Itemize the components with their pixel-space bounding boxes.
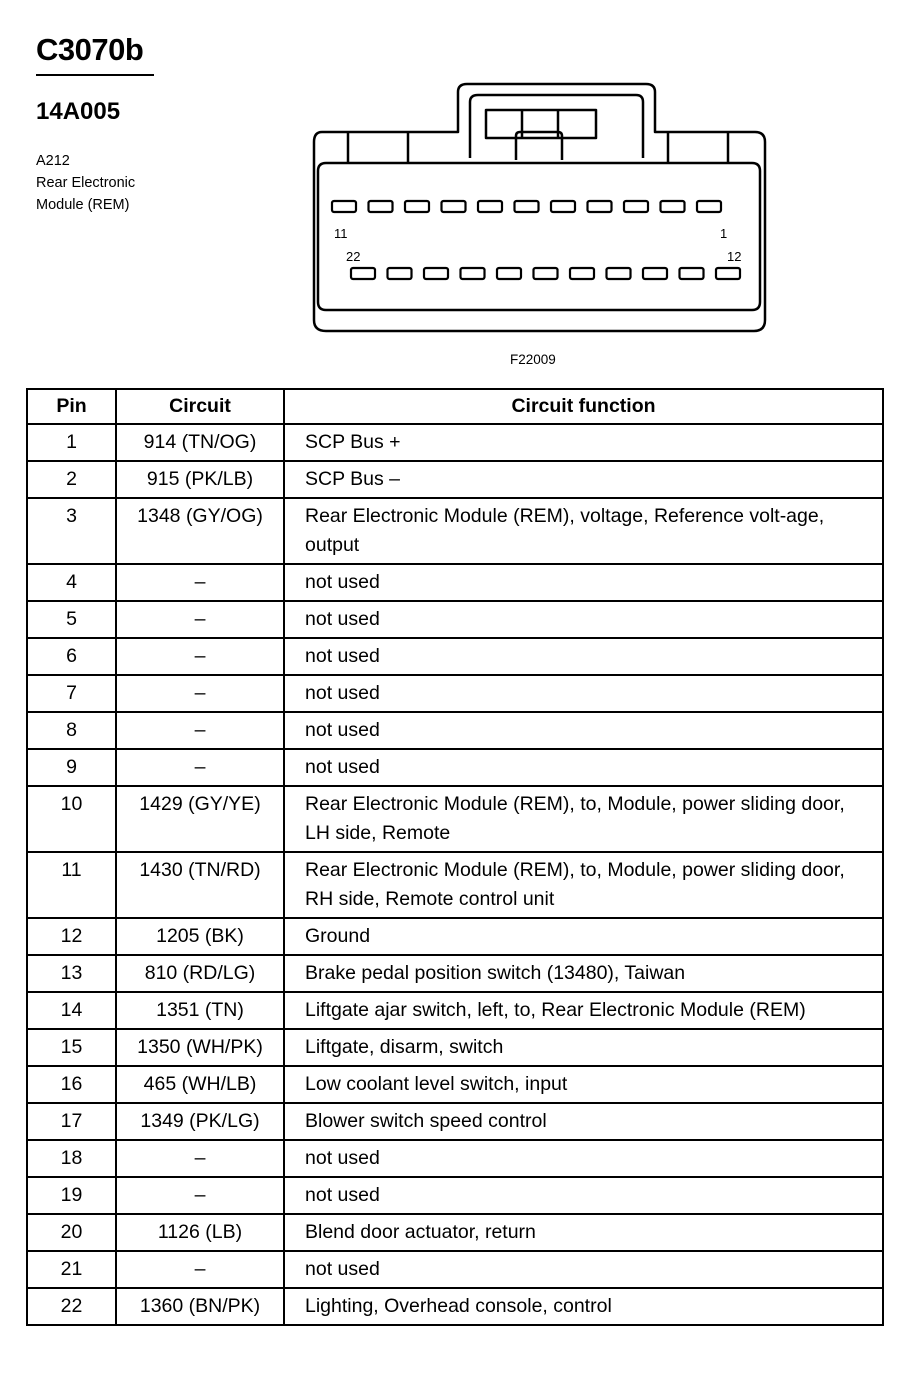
function-cell: Ground <box>284 918 883 955</box>
table-row <box>27 1177 883 1214</box>
table-row <box>27 424 883 461</box>
function-cell: Lighting, Overhead console, control <box>284 1288 883 1325</box>
pin-cell: 12 <box>27 918 116 955</box>
header-circuit: Circuit <box>116 389 284 424</box>
function-cell: Rear Electronic Module (REM), voltage, Reference volt-age, output <box>284 498 883 564</box>
table-row <box>27 1029 883 1066</box>
function-cell: Rear Electronic Module (REM), to, Module, power sliding door, LH side, Remote <box>284 786 883 852</box>
pin-cavity <box>332 201 356 212</box>
circuit-cell: – <box>116 712 284 749</box>
table-row <box>27 564 883 601</box>
table-row <box>27 992 883 1029</box>
pin-cavity <box>461 268 485 279</box>
pin-cavity <box>442 201 466 212</box>
table-row <box>27 638 883 675</box>
circuit-cell: 1349 (PK/LG) <box>116 1103 284 1140</box>
function-cell: not used <box>284 638 883 675</box>
connector-title: C3070b <box>36 32 144 67</box>
table-row <box>27 749 883 786</box>
pin-cell: 15 <box>27 1029 116 1066</box>
table-row <box>27 498 883 564</box>
circuit-cell: 465 (WH/LB) <box>116 1066 284 1103</box>
pin-cell: 5 <box>27 601 116 638</box>
description-line: Rear Electronic <box>36 175 136 191</box>
circuit-cell: – <box>116 601 284 638</box>
part-number: 14A005 <box>36 98 121 125</box>
function-cell: not used <box>284 1177 883 1214</box>
header-circuit-function: Circuit function <box>284 389 883 424</box>
function-cell: Liftgate ajar switch, left, to, Rear Electronic Module (REM) <box>284 992 883 1029</box>
pin-cell: 10 <box>27 786 116 852</box>
function-cell: not used <box>284 564 883 601</box>
circuit-cell: – <box>116 1140 284 1177</box>
function-cell: Rear Electronic Module (REM), to, Module, power sliding door, RH side, Remote control unit <box>284 852 883 918</box>
circuit-cell: – <box>116 1177 284 1214</box>
pin-cavity <box>624 201 648 212</box>
function-cell: Blower switch speed control <box>284 1103 883 1140</box>
pin-cavity <box>388 268 412 279</box>
table-row <box>27 955 883 992</box>
pin-cell: 9 <box>27 749 116 786</box>
table-row <box>27 675 883 712</box>
pin-cavity <box>405 201 429 212</box>
circuit-cell: – <box>116 675 284 712</box>
circuit-cell: 1351 (TN) <box>116 992 284 1029</box>
connector-face-diagram <box>300 80 780 345</box>
pin-label-12: 12 <box>727 249 742 264</box>
figure-id: F22009 <box>510 352 556 367</box>
circuit-cell: – <box>116 638 284 675</box>
pin-cell: 17 <box>27 1103 116 1140</box>
pin-cavity <box>351 268 375 279</box>
header-pin: Pin <box>27 389 116 424</box>
table-row <box>27 1251 883 1288</box>
component-description <box>36 150 135 216</box>
table-row <box>27 852 883 918</box>
circuit-cell: 810 (RD/LG) <box>116 955 284 992</box>
pin-cell: 3 <box>27 498 116 564</box>
circuit-cell: 1429 (GY/YE) <box>116 786 284 852</box>
pin-cell: 4 <box>27 564 116 601</box>
bottom-pin-row <box>351 268 740 279</box>
function-cell: not used <box>284 601 883 638</box>
pin-cell: 20 <box>27 1214 116 1251</box>
function-cell: not used <box>284 1140 883 1177</box>
pin-cavity <box>716 268 740 279</box>
pin-cell: 11 <box>27 852 116 918</box>
circuit-cell: 1205 (BK) <box>116 918 284 955</box>
circuit-cell: 915 (PK/LB) <box>116 461 284 498</box>
table-row <box>27 601 883 638</box>
pin-cell: 13 <box>27 955 116 992</box>
pin-cavity <box>424 268 448 279</box>
pin-cell: 6 <box>27 638 116 675</box>
description-line: Module (REM) <box>36 197 130 213</box>
pin-cell: 16 <box>27 1066 116 1103</box>
table-row <box>27 786 883 852</box>
circuit-cell: – <box>116 749 284 786</box>
circuit-cell: 1348 (GY/OG) <box>116 498 284 564</box>
table-row <box>27 712 883 749</box>
function-cell: Liftgate, disarm, switch <box>284 1029 883 1066</box>
function-cell: Brake pedal position switch (13480), Taiwan <box>284 955 883 992</box>
pin-cell: 22 <box>27 1288 116 1325</box>
circuit-cell: 1350 (WH/PK) <box>116 1029 284 1066</box>
pin-cavity <box>551 201 575 212</box>
circuit-cell: – <box>116 564 284 601</box>
pin-cavity <box>680 268 704 279</box>
function-cell: SCP Bus + <box>284 424 883 461</box>
pin-cell: 18 <box>27 1140 116 1177</box>
pin-cavity <box>534 268 558 279</box>
function-cell: SCP Bus – <box>284 461 883 498</box>
top-pin-row <box>332 201 721 212</box>
table-row <box>27 1103 883 1140</box>
circuit-cell: – <box>116 1251 284 1288</box>
description-line: A212 <box>36 153 70 169</box>
title-underline <box>36 74 154 76</box>
pin-cavity <box>570 268 594 279</box>
pin-table <box>26 388 884 1326</box>
pin-cavity <box>588 201 612 212</box>
circuit-cell: 914 (TN/OG) <box>116 424 284 461</box>
function-cell: Low coolant level switch, input <box>284 1066 883 1103</box>
function-cell: not used <box>284 675 883 712</box>
table-row <box>27 461 883 498</box>
pin-cavity <box>697 201 721 212</box>
table-row <box>27 1140 883 1177</box>
pin-cavity <box>643 268 667 279</box>
pin-cavity <box>661 201 685 212</box>
function-cell: Blend door actuator, return <box>284 1214 883 1251</box>
table-row <box>27 1214 883 1251</box>
pin-cell: 14 <box>27 992 116 1029</box>
table-row <box>27 1288 883 1325</box>
connector-face <box>318 163 760 310</box>
pin-cavity <box>607 268 631 279</box>
pin-label-22: 22 <box>346 249 361 264</box>
table-header-row <box>27 389 883 424</box>
function-cell: not used <box>284 712 883 749</box>
pin-cavity <box>497 268 521 279</box>
latch-tab <box>470 95 643 158</box>
function-cell: not used <box>284 749 883 786</box>
circuit-cell: 1430 (TN/RD) <box>116 852 284 918</box>
pin-cell: 7 <box>27 675 116 712</box>
pin-cavity <box>478 201 502 212</box>
table-row <box>27 918 883 955</box>
pin-cell: 8 <box>27 712 116 749</box>
pin-cell: 2 <box>27 461 116 498</box>
pin-cavity <box>515 201 539 212</box>
circuit-cell: 1360 (BN/PK) <box>116 1288 284 1325</box>
pin-cell: 19 <box>27 1177 116 1214</box>
pin-label-11: 11 <box>334 226 348 241</box>
function-cell: not used <box>284 1251 883 1288</box>
table-row <box>27 1066 883 1103</box>
pin-cell: 1 <box>27 424 116 461</box>
pin-cell: 21 <box>27 1251 116 1288</box>
pin-label-1: 1 <box>720 226 728 241</box>
circuit-cell: 1126 (LB) <box>116 1214 284 1251</box>
pin-cavity <box>369 201 393 212</box>
